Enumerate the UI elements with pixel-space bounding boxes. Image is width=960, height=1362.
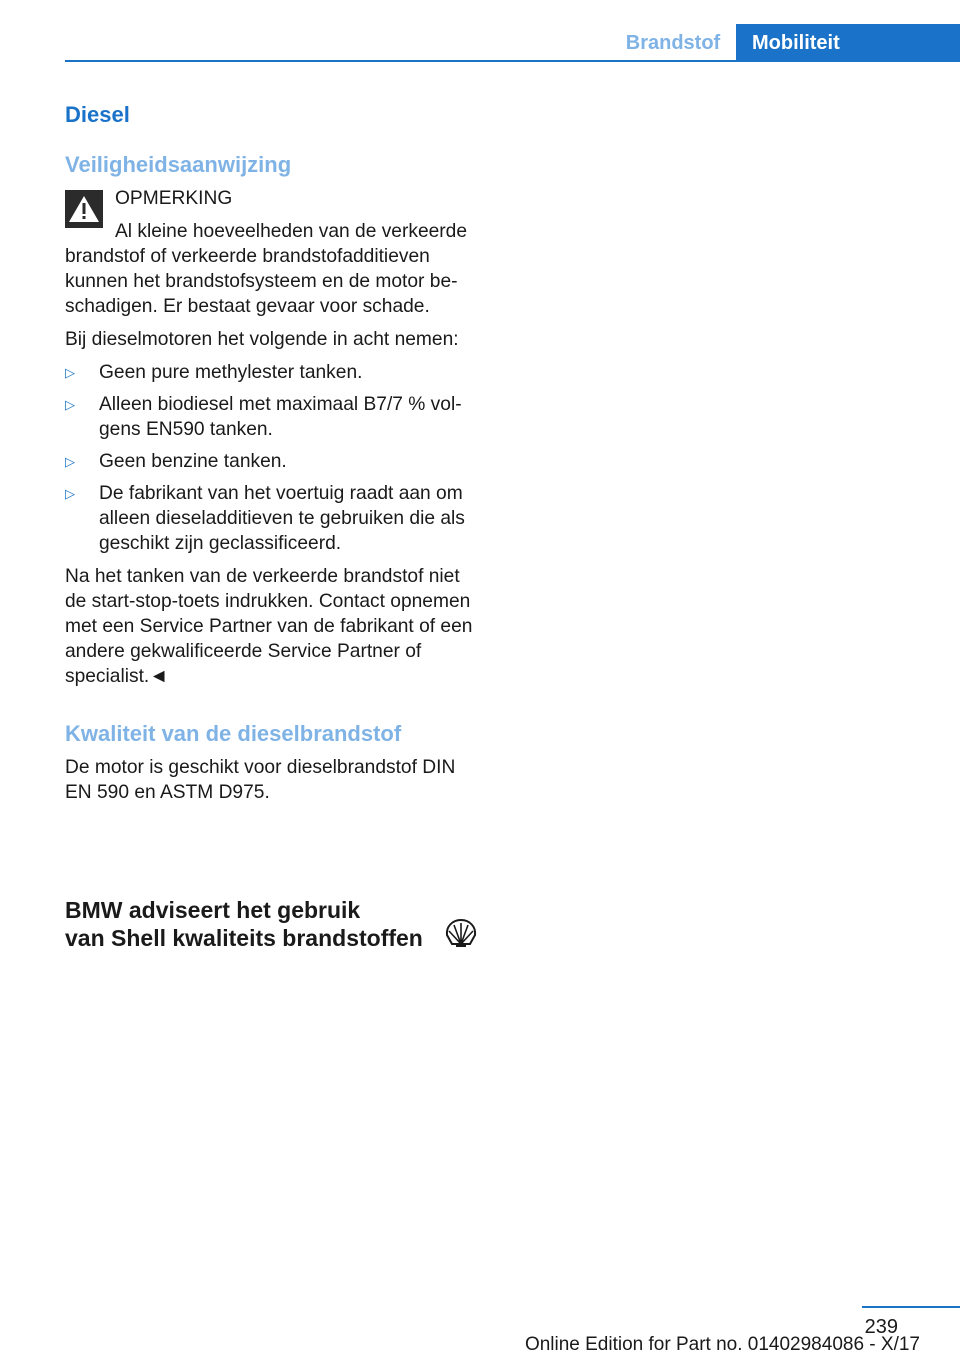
triangle-bullet-icon: ▷ — [65, 397, 75, 412]
list-item: ▷ Geen benzine tanken. — [65, 451, 287, 472]
triangle-bullet-icon: ▷ — [65, 365, 75, 380]
quality-heading: Kwaliteit van de dieselbrandstof — [65, 721, 402, 746]
tab-brandstof[interactable]: Brandstof — [625, 32, 721, 54]
page-number: 239 — [864, 1316, 898, 1338]
notice-text: Al kleine hoeveelheden van de verkeerde brandstof of verkeerde brandstofadditieven kunnen het brandstofsysteem en de motor beschadigen. Er bestaat gevaar voor schade. — [65, 221, 468, 317]
advert-line-1: BMW adviseert het gebruik — [65, 897, 361, 923]
list-item: ▷ De fabrikant van het voertuig raadt aan om alleen dieseladditieven te gebruiken die als geschikt zijn geclassificeerd. — [65, 483, 465, 554]
tab-mobiliteit[interactable]: Mobiliteit — [736, 24, 960, 62]
advert-line-2: van Shell kwaliteits brandstoffen — [65, 925, 423, 951]
edition-text: Online Edition for Part no. 01402984086 - X/17 — [524, 1334, 920, 1355]
footer-rule — [862, 1306, 960, 1308]
triangle-bullet-icon: ▷ — [65, 454, 75, 469]
quality-text: De motor is geschikt voor dieselbrandstof DIN EN 590 en ASTM D975. — [65, 757, 456, 803]
main-content — [65, 100, 481, 813]
safety-heading: Veiligheidsaanwijzing — [65, 152, 292, 177]
notice-title: OPMERKING — [115, 188, 233, 209]
triangle-bullet-icon: ▷ — [65, 486, 75, 501]
shell-logo-icon — [444, 918, 478, 948]
shell-advert — [65, 896, 485, 952]
list-item: ▷ Geen pure methylester tanken. — [65, 362, 363, 383]
bullet-list — [65, 360, 481, 556]
safety-notice — [65, 186, 481, 319]
list-item: ▷ Alleen biodiesel met maximaal B7/7 % volgens EN590 tanken. — [65, 394, 462, 440]
after-text: Na het tanken van de verkeerde brandstof niet de start-stop-toets indrukken. Contact opnemen met een Service Partner van de fabrikant of een andere gekwalificeerde Service Partner of specialist.◄ — [65, 566, 473, 687]
intro-text: Bij dieselmotoren het volgende in acht nemen: — [65, 329, 459, 350]
warning-triangle-icon — [65, 190, 103, 228]
page-heading: Diesel — [65, 102, 130, 127]
